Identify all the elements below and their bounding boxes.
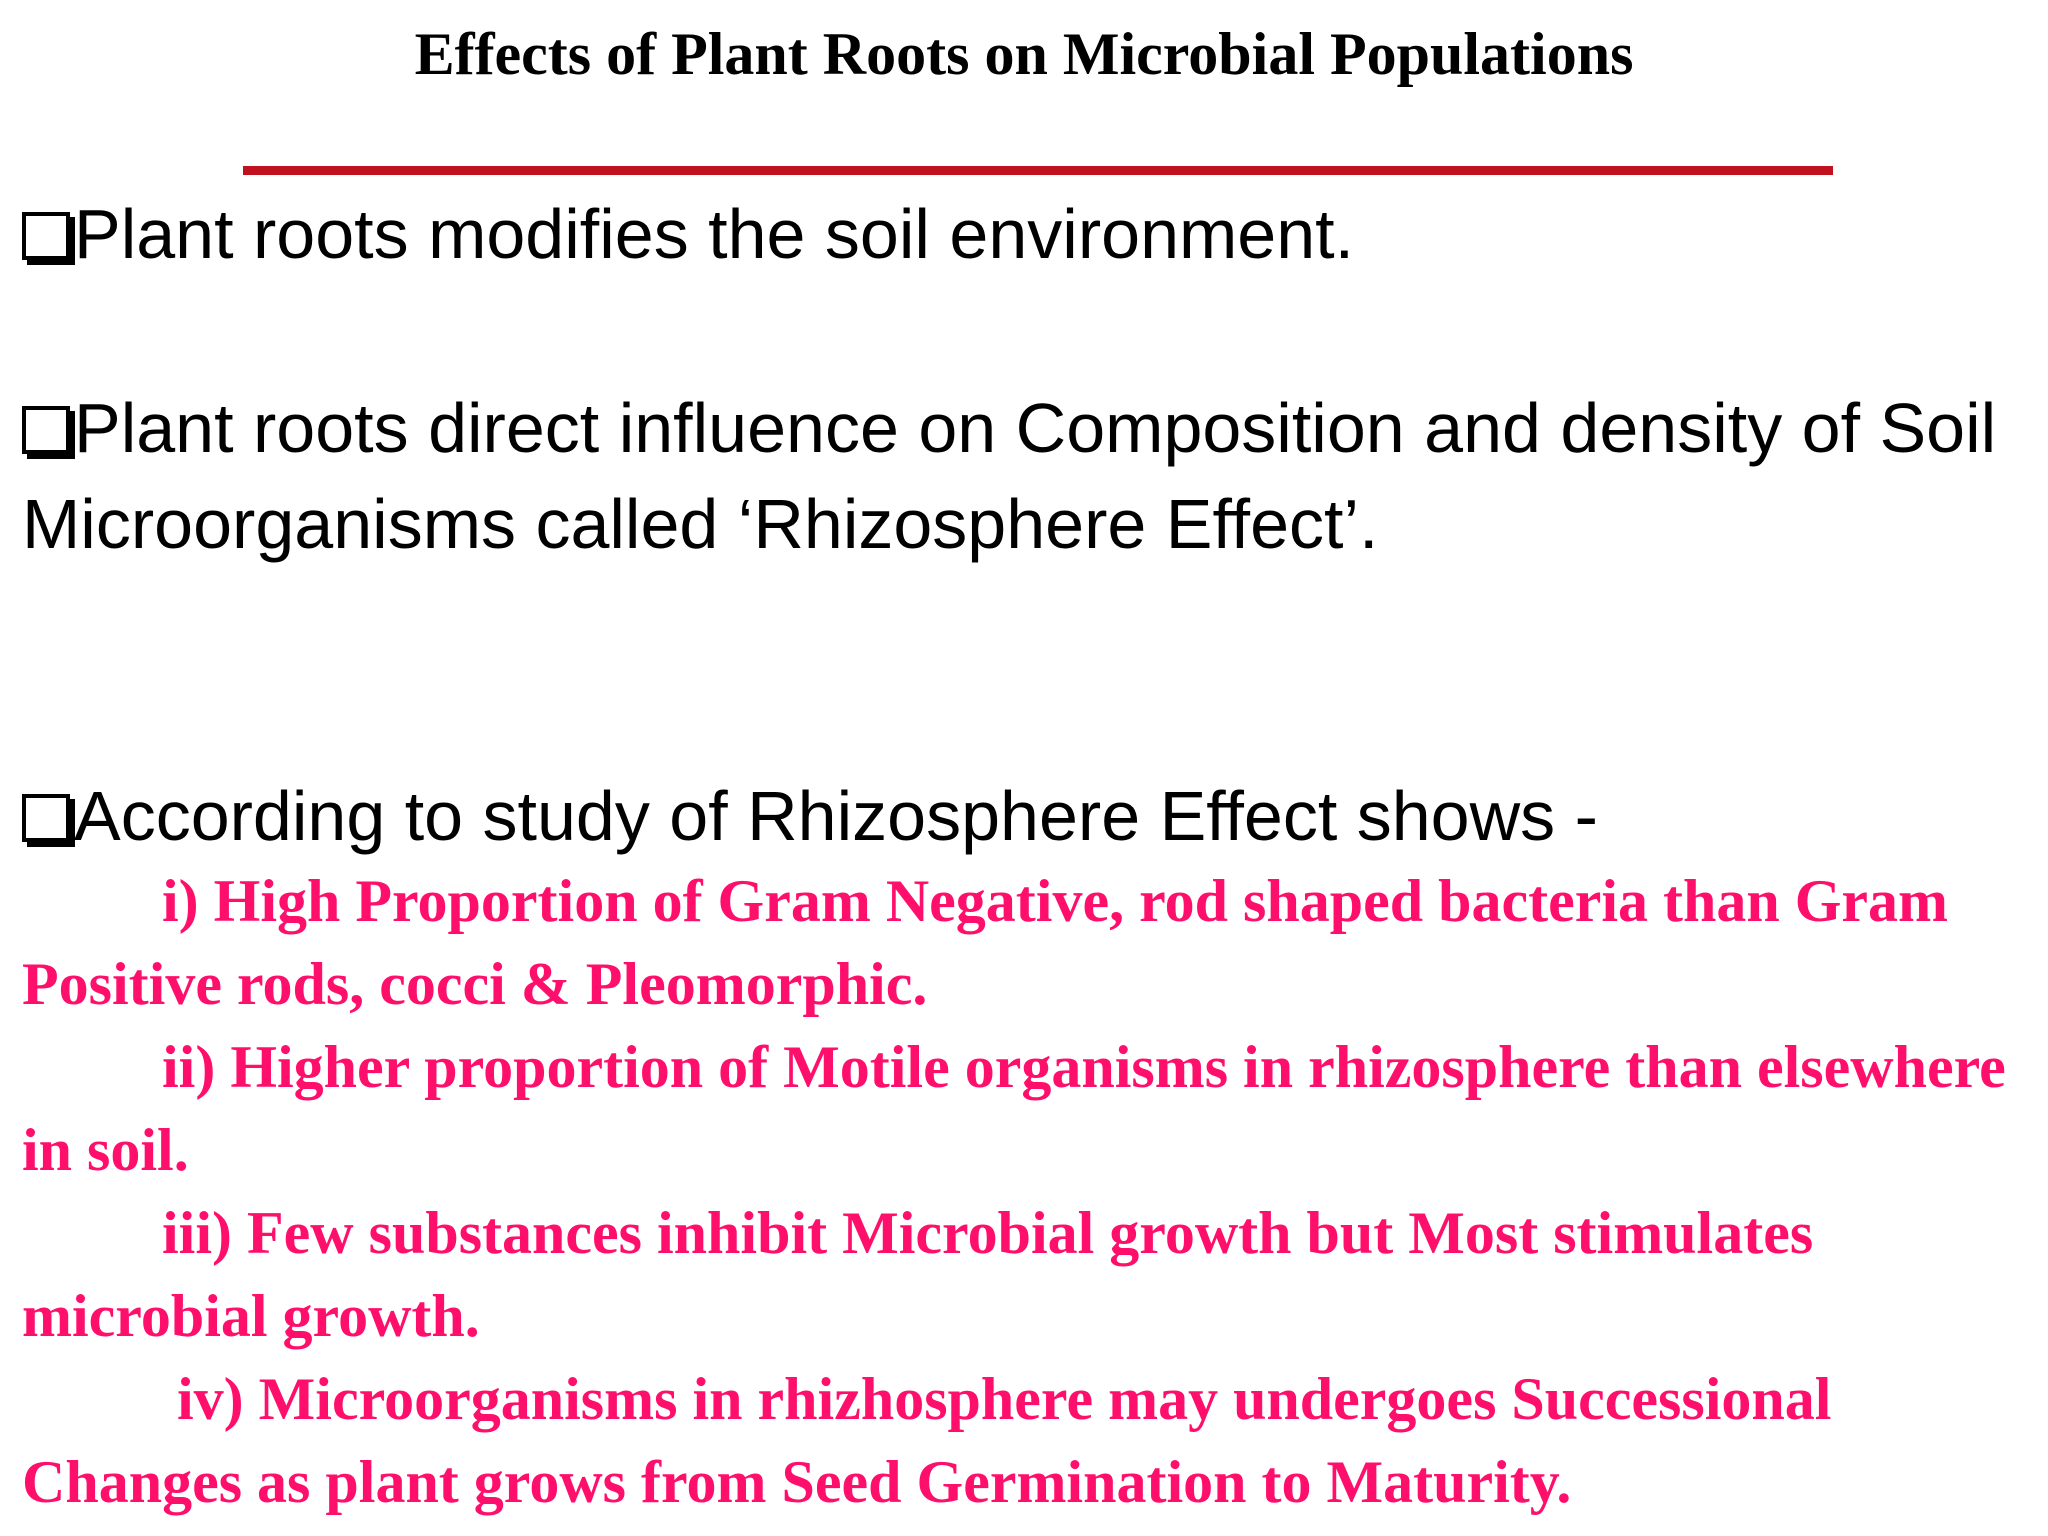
bullet-item (22, 768, 2012, 864)
bullet-item (22, 186, 2012, 282)
bullet-text: According to study of Rhizosphere Effect shows - (74, 777, 1598, 855)
checkbox-bullet-icon (22, 212, 70, 260)
finding-item: iv) Microorganisms in rhizhosphere may undergoes Successional Changes as plant grows from Seed Germination to Maturity. (22, 1366, 1832, 1515)
checkbox-bullet-icon (22, 406, 70, 454)
finding-item: iii) Few substances inhibit Microbial growth but Most stimulates microbial growth. (22, 1200, 1814, 1349)
bullet-item (22, 380, 2012, 572)
bullet-text: Plant roots direct influence on Composition and density of Soil Microorganisms called ‘Rhizosphere Effect’. (22, 389, 1997, 563)
finding-item: i) High Proportion of Gram Negative, rod shaped bacteria than Gram Positive rods, cocci & Pleomorphic. (22, 868, 1948, 1017)
finding-item: ii) Higher proportion of Motile organisms in rhizosphere than elsewhere in soil. (22, 1034, 2006, 1183)
title-divider (243, 166, 1833, 175)
slide-title: Effects of Plant Roots on Microbial Populations (414, 21, 1634, 87)
findings-list (22, 860, 2022, 1524)
bullet-text: Plant roots modifies the soil environment. (74, 195, 1355, 273)
checkbox-bullet-icon (22, 794, 70, 842)
